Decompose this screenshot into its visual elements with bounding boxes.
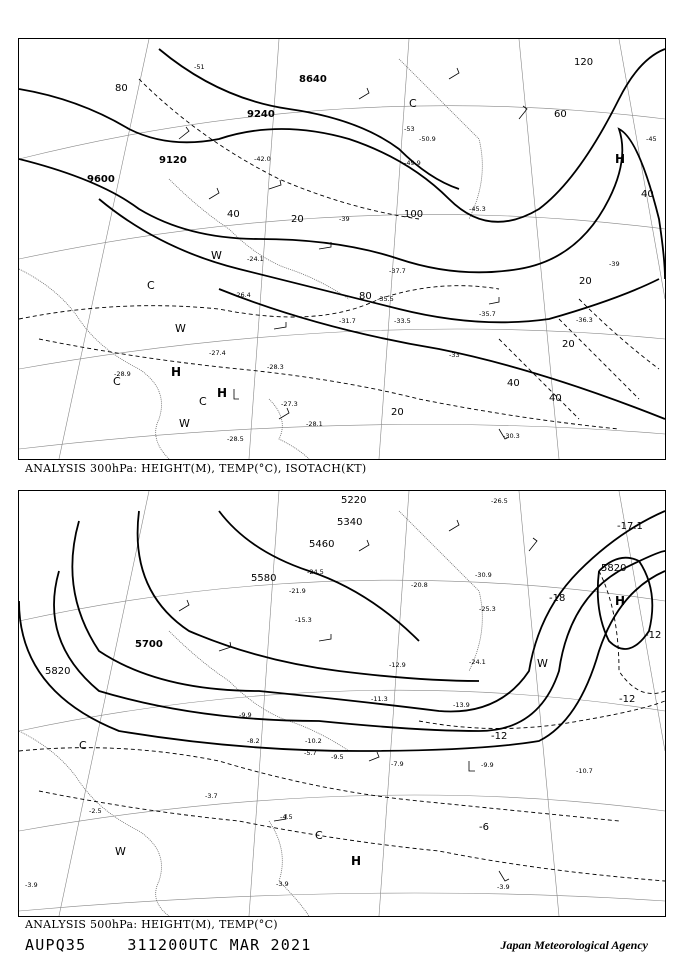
temp-label: -27.3	[281, 400, 298, 408]
isotach-label: 40	[227, 209, 240, 220]
isotherm-label: -6	[479, 822, 489, 833]
height-contours	[19, 511, 665, 751]
temp-label: -30.3	[503, 432, 520, 440]
map-300hpa-svg	[19, 39, 665, 459]
height-label: 5700	[135, 639, 163, 650]
temp-label: -10.2	[305, 737, 322, 745]
temp-label: -49.9	[404, 159, 421, 167]
high-center-marker: H	[615, 594, 626, 608]
panel-500hpa-caption: ANALYSIS 500hPa: HEIGHT(M), TEMP(°C)	[25, 918, 278, 931]
isotach-label: 40	[641, 189, 654, 200]
high-center-marker: H	[171, 365, 182, 379]
temp-label: -3.9	[276, 880, 289, 888]
height-contours	[19, 49, 665, 419]
analysis-300hpa-map	[18, 38, 666, 460]
cold-marker: C	[113, 375, 121, 388]
agency-name: Japan Meteorological Agency	[500, 938, 648, 952]
temp-label: -45	[646, 135, 657, 143]
temp-label: -11.3	[371, 695, 388, 703]
temp-label: -3.9	[497, 883, 510, 891]
isotach-label: 80	[115, 83, 128, 94]
isotherm-contours	[19, 571, 665, 881]
temp-label: -9.9	[239, 711, 252, 719]
warm-marker: W	[211, 249, 222, 262]
analysis-500hpa-map	[18, 490, 666, 917]
temp-label: -20.8	[411, 581, 428, 589]
chart-identifier	[25, 936, 311, 954]
panel-300hpa-caption: ANALYSIS 300hPa: HEIGHT(M), TEMP(°C), ISOTACH(KT)	[25, 462, 367, 475]
temp-label: -37.7	[389, 267, 406, 275]
chart-datetime: 311200UTC MAR 2021	[127, 936, 312, 954]
cold-marker: C	[147, 279, 155, 292]
isotach-label: 80	[359, 291, 372, 302]
height-label: 9120	[159, 155, 187, 166]
temp-label: -10.7	[576, 767, 593, 775]
isotach-label: 120	[574, 57, 594, 68]
temp-label: -28.1	[306, 420, 323, 428]
temp-label: -35.5	[377, 295, 394, 303]
height-label: 5820	[601, 563, 627, 574]
temp-label: -7.9	[391, 760, 404, 768]
cold-marker: C	[199, 395, 207, 408]
temp-label: -3.9	[25, 881, 38, 889]
chart-code: AUPQ35	[25, 936, 87, 954]
temp-label: -21.9	[289, 587, 306, 595]
temp-label: -53	[404, 125, 415, 133]
isotach-label: 40	[549, 393, 562, 404]
isotach-labels	[115, 57, 654, 418]
cold-marker: C	[79, 739, 87, 752]
temp-label: -24.1	[247, 255, 264, 263]
temp-label: -31.7	[339, 317, 356, 325]
temp-label: -28.5	[227, 435, 244, 443]
temp-label: -28.9	[114, 370, 131, 378]
temp-label: -12.9	[389, 661, 406, 669]
temp-label: -30.9	[475, 571, 492, 579]
map-500hpa-svg	[19, 491, 665, 916]
temp-label: -45.3	[469, 205, 486, 213]
isotherm-label: -18	[549, 593, 566, 604]
height-label: 5580	[251, 573, 277, 584]
temp-label: -26.4	[234, 291, 251, 299]
cold-marker: C	[315, 829, 323, 842]
temp-label: -35.7	[479, 310, 496, 318]
warm-marker: W	[115, 845, 126, 858]
temp-label: -8.2	[247, 737, 260, 745]
temp-label: -27.4	[209, 349, 226, 357]
temp-label: -5.7	[304, 749, 317, 757]
isotach-label: 20	[579, 276, 592, 287]
temp-label: -39	[339, 215, 350, 223]
high-center-marker: H	[351, 854, 362, 868]
temp-label: -50.9	[419, 135, 436, 143]
height-label: 9600	[87, 174, 115, 185]
cold-warm-markers	[79, 657, 548, 858]
temp-label: -24.5	[307, 568, 324, 576]
cold-marker: C	[409, 97, 417, 110]
temp-label: -9.9	[481, 761, 494, 769]
temp-label: -33	[449, 351, 460, 359]
temp-label: -33.5	[394, 317, 411, 325]
isotach-label: 20	[291, 214, 304, 225]
height-label: 5460	[309, 539, 335, 550]
height-label: 5220	[341, 495, 367, 506]
height-label: 5340	[337, 517, 363, 528]
height-label: 8640	[299, 74, 327, 85]
warm-marker: W	[179, 417, 190, 430]
temp-label: -24.1	[469, 658, 486, 666]
isotach-label: 60	[554, 109, 567, 120]
temp-label: -39	[609, 260, 620, 268]
isotherm-labels	[479, 521, 661, 833]
temp-label: -9.5	[331, 753, 344, 761]
temp-label: -28.3	[267, 363, 284, 371]
temp-label: -42.0	[254, 155, 271, 163]
temp-label: -26.5	[491, 497, 508, 505]
high-center-marker: H	[615, 152, 626, 166]
isotherm-label: -12	[645, 630, 662, 641]
temp-label: -25.3	[479, 605, 496, 613]
height-label: 9240	[247, 109, 275, 120]
height-label: 5820	[45, 666, 71, 677]
temp-label: -36.3	[576, 316, 593, 324]
warm-marker: W	[537, 657, 548, 670]
temp-label: -2.5	[89, 807, 102, 815]
isotherm-label: -17.1	[617, 521, 643, 532]
isotherm-label: -12	[491, 731, 508, 742]
warm-marker: W	[175, 322, 186, 335]
isotach-label: 20	[562, 339, 575, 350]
isotach-label: 40	[507, 378, 520, 389]
high-center-marker: H	[217, 386, 228, 400]
isotherm-label: -12	[619, 694, 636, 705]
temp-label: -51	[194, 63, 205, 71]
isotach-label: 20	[391, 407, 404, 418]
temp-label: -15.3	[295, 616, 312, 624]
temp-label: -13.9	[453, 701, 470, 709]
temp-label: -3.7	[205, 792, 218, 800]
isotach-label: 100	[404, 209, 424, 220]
temp-label: -4.5	[280, 813, 293, 821]
